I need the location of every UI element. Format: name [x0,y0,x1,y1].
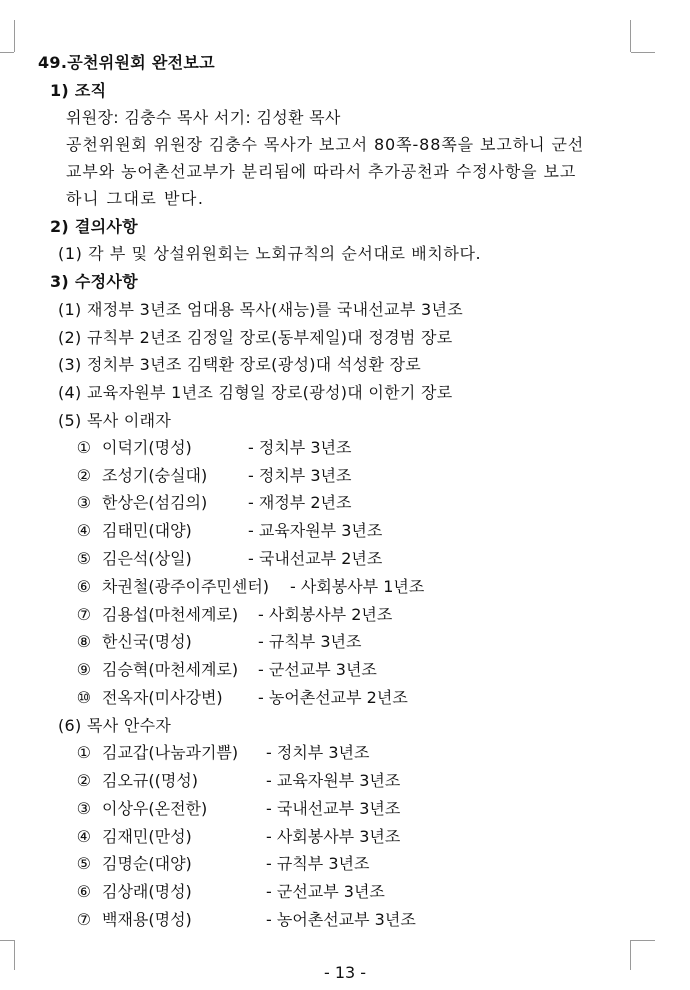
section-title: 49.공천위원회 완전보고 [38,53,215,72]
org-members: 위원장: 김충수 목사 서기: 김성환 목사 [66,108,341,127]
transfer-name: 이덕기(명성) [102,438,192,457]
install-assignment: - 사회봉사부 3년조 [266,827,401,846]
transfer-assignment: - 규칙부 3년조 [258,632,362,651]
install-assignment: - 국내선교부 3년조 [266,799,401,818]
item-number: ⑨ [76,660,92,679]
correction-item: (2) 규칙부 2년조 김정일 장로(동부제일)대 정경범 장로 [58,328,453,347]
install-heading: (6) 목사 안수자 [58,716,172,735]
item-number: ⑤ [76,854,92,873]
item-number: ② [76,771,92,790]
install-item [74,853,94,875]
install-item [74,742,94,764]
transfer-assignment: - 국내선교부 2년조 [248,549,383,568]
transfer-name: 전옥자(미사강변) [102,688,223,707]
transfer-name: 차권철(광주이주민센터) [102,577,270,596]
transfer-name: 한상은(섬김의) [102,493,208,512]
org-heading: 1) 조직 [50,81,107,100]
item-number: ① [76,743,92,762]
org-body-line: 공천위원회 위원장 김충수 목사가 보고서 80쪽-88쪽을 보고하니 군선 [66,135,585,154]
transfer-assignment: - 정치부 3년조 [248,466,352,485]
install-assignment: - 군선교부 3년조 [266,882,385,901]
install-item [74,798,94,820]
item-number: ② [76,466,92,485]
corrections-heading: 3) 수정사항 [50,272,138,291]
resolution-item: (1) 각 부 및 상설위원회는 노회규칙의 순서대로 배치하다. [58,244,482,263]
install-item [74,881,94,903]
install-assignment: - 규칙부 3년조 [266,854,370,873]
transfer-name: 김용섭(마천세계로) [102,605,239,624]
item-number: ④ [76,521,92,540]
transfer-item [74,631,94,653]
transfer-name: 김은석(상일) [102,549,192,568]
org-body-line: 하니 그대로 받다. [66,189,205,208]
transfer-item [74,548,94,570]
transfer-item [74,659,94,681]
transfer-name: 김태민(대양) [102,521,192,540]
item-number: ⑩ [76,688,92,707]
install-item [74,770,94,792]
item-number: ⑦ [76,910,92,929]
transfer-assignment: - 재정부 2년조 [248,493,352,512]
transfer-heading: (5) 목사 이래자 [58,411,172,430]
transfer-assignment: - 교육자원부 3년조 [248,521,383,540]
install-item [74,909,94,931]
transfer-name: 조성기(숭실대) [102,466,208,485]
transfer-item [74,520,94,542]
transfer-item [74,576,94,598]
transfer-assignment: - 사회봉사부 2년조 [258,605,393,624]
transfer-item [74,492,94,514]
install-name: 이상우(온전한) [102,799,208,818]
install-assignment: - 농어촌선교부 3년조 [266,910,416,929]
install-name: 김오규((명성) [102,771,199,790]
page-number: - 13 - [323,963,367,982]
correction-item: (3) 정치부 3년조 김택환 장로(광성)대 석성환 장로 [58,355,422,374]
install-assignment: - 교육자원부 3년조 [266,771,401,790]
install-name: 김재민(만성) [102,827,192,846]
item-number: ① [76,438,92,457]
transfer-item [74,687,94,709]
install-assignment: - 정치부 3년조 [266,743,370,762]
item-number: ③ [76,493,92,512]
correction-item: (4) 교육자원부 1년조 김형일 장로(광성)대 이한기 장로 [58,383,453,402]
transfer-name: 한신국(명성) [102,632,192,651]
item-number: ⑤ [76,549,92,568]
item-number: ⑥ [76,882,92,901]
item-number: ③ [76,799,92,818]
org-body-line: 교부와 농어촌선교부가 분리됨에 따라서 추가공천과 수정사항을 보고 [66,162,577,181]
install-item [74,826,94,848]
transfer-item [74,604,94,626]
transfer-assignment: - 농어촌선교부 2년조 [258,688,408,707]
transfer-assignment: - 정치부 3년조 [248,438,352,457]
item-number: ⑦ [76,605,92,624]
install-name: 백재용(명성) [102,910,192,929]
transfer-assignment: - 군선교부 3년조 [258,660,377,679]
transfer-assignment: - 사회봉사부 1년조 [290,577,425,596]
correction-item: (1) 재정부 3년조 엄대용 목사(새능)를 국내선교부 3년조 [58,300,464,319]
transfer-name: 김승혁(마천세계로) [102,660,239,679]
install-name: 김교갑(나눔과기쁨) [102,743,239,762]
install-name: 김상래(명성) [102,882,192,901]
transfer-item [74,465,94,487]
item-number: ④ [76,827,92,846]
item-number: ⑥ [76,577,92,596]
transfer-item [74,437,94,459]
install-name: 김명순(대양) [102,854,192,873]
item-number: ⑧ [76,632,92,651]
resolution-heading: 2) 결의사항 [50,217,138,236]
